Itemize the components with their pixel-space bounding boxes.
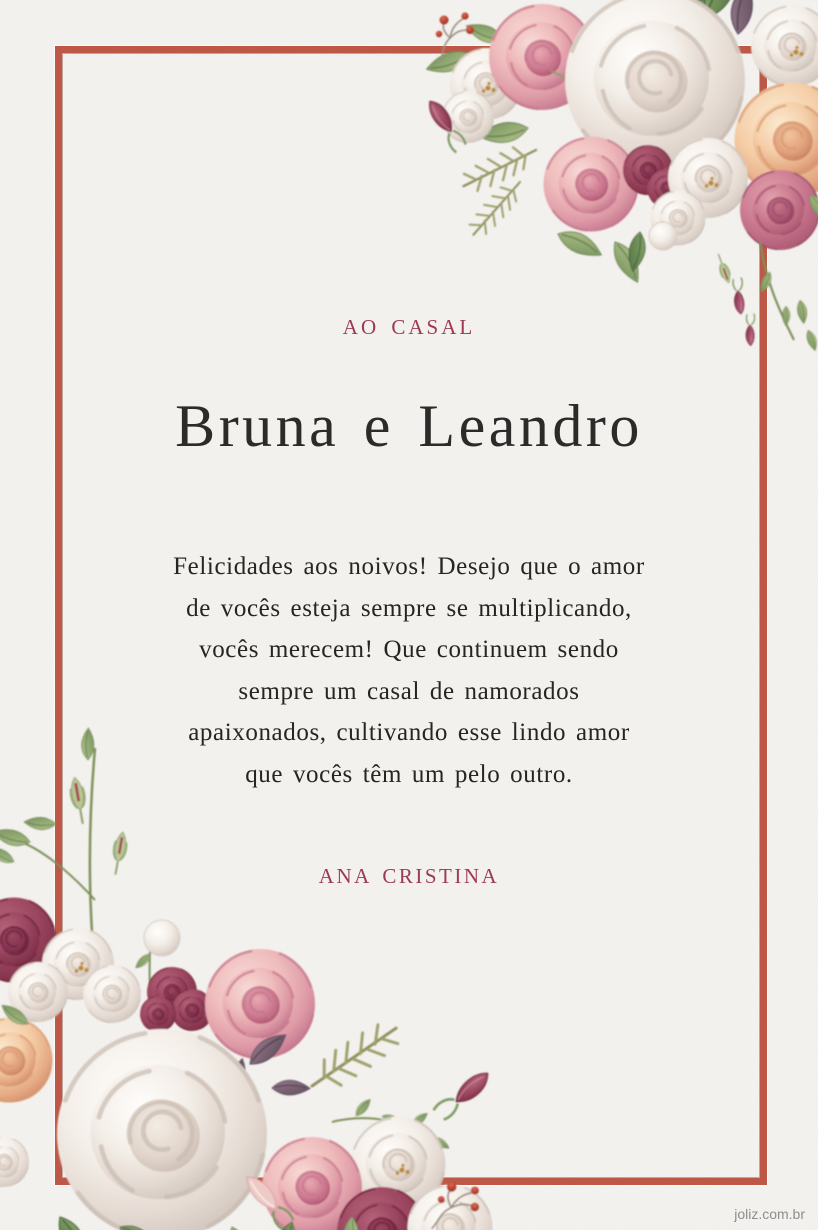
card-message (149, 546, 669, 795)
message-line: que vocês têm um pelo outro. (245, 760, 573, 788)
message-line: de vocês esteja sempre se multiplicando, (186, 594, 632, 622)
message-line: Felicidades aos noivos! Desejo que o amor (173, 553, 645, 580)
message-line: apaixonados, cultivando esse lindo amor (188, 719, 630, 746)
card-eyebrow: AO CASAL (342, 315, 476, 339)
message-line: vocês merecem! Que continuem sendo (199, 636, 619, 663)
site-watermark: joliz.com.br (734, 1206, 805, 1222)
message-line: sempre um casal de namorados (238, 677, 580, 705)
couple-names-title: Bruna e Leandro (175, 393, 643, 459)
sender-name: ANA CRISTINA (318, 864, 500, 888)
